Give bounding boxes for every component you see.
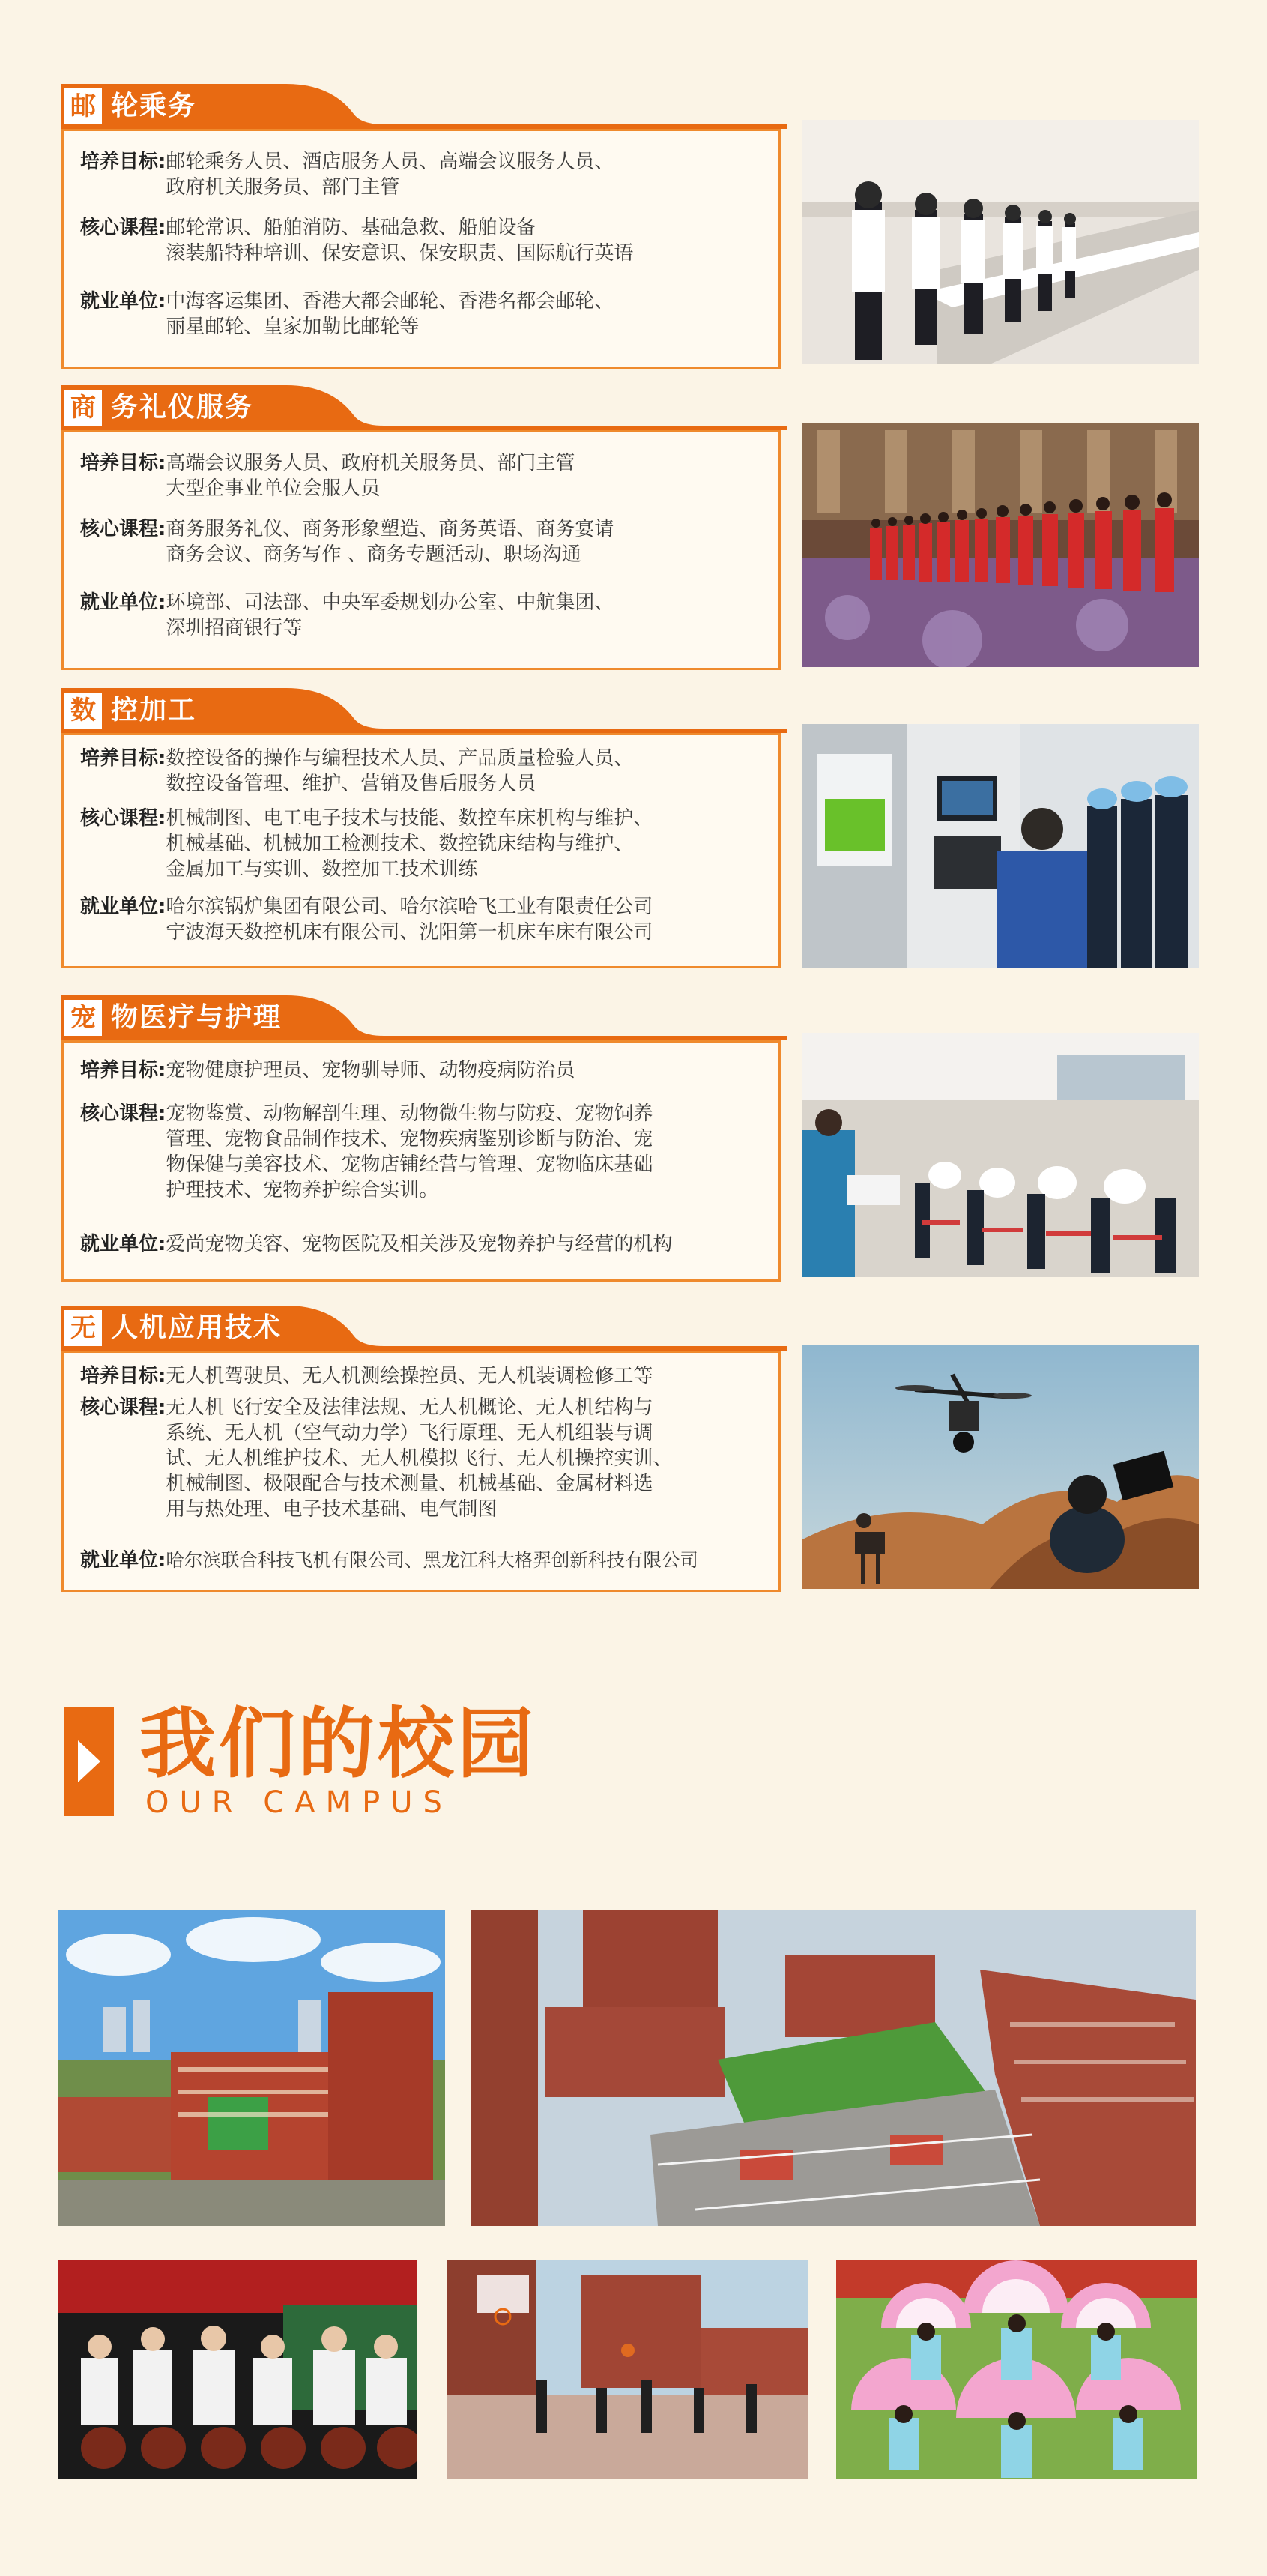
section-body (61, 430, 781, 670)
campus-photo-performance-drums (58, 2260, 417, 2479)
section-header (61, 1306, 787, 1351)
row-employers (80, 1231, 771, 1257)
row-goal (80, 1363, 771, 1389)
campus-title: 我们的校园 (139, 1700, 536, 1789)
row-value: 商务服务礼仪、商务形象塑造、商务英语、商务宴请 商务会议、商务写作 、商务专题活动、职场沟通 (166, 518, 614, 566)
section-mark: 邮 (64, 88, 102, 124)
section-mark: 数 (64, 693, 102, 729)
row-goal (80, 1058, 771, 1083)
program-cnc (61, 688, 787, 973)
row-label: 就业单位: (80, 1549, 166, 1572)
row-label: 核心课程: (80, 217, 166, 239)
row-goal (80, 746, 771, 797)
section-header (61, 995, 787, 1040)
row-value: 机械制图、电工电子技术与技能、数控车床机构与维护、 机械基础、机械加工检测技术、数控铣床结构与维护、 金属加工与实训、数控加工技术训练 (166, 807, 653, 881)
row-value: 邮轮乘务人员、酒店服务人员、高端会议服务人员、 政府机关服务员、部门主管 (166, 151, 614, 199)
section-title: 物医疗与护理 (111, 1002, 282, 1033)
section-body (61, 1040, 781, 1282)
row-label: 核心课程: (80, 1396, 166, 1419)
row-label: 就业单位: (80, 591, 166, 614)
row-goal (80, 149, 771, 200)
campus-photo-aerial-1 (58, 1910, 445, 2226)
photo-drone-flight (802, 1345, 1199, 1589)
photo-cnc-lab (802, 724, 1199, 968)
row-value: 无人机飞行安全及法律法规、无人机概论、无人机结构与 系统、无人机（空气动力学）飞行原理、无人机组装与调 试、无人机维护技术、无人机模拟飞行、无人机操控实训、 机械制图、极限配合与技术测量、机械基础、金属材料选 用与热处理、电子技术基础、电气制图 (166, 1396, 673, 1521)
row-courses (80, 516, 771, 567)
photo-etiquette-line (802, 423, 1199, 667)
campus-photo-fan-dance (836, 2260, 1197, 2479)
row-label: 就业单位: (80, 290, 166, 313)
row-label: 培养目标: (80, 151, 166, 173)
program-drone (61, 1306, 787, 1590)
row-courses (80, 215, 771, 266)
row-value: 数控设备的操作与编程技术人员、产品质量检验人员、 数控设备管理、维护、营销及售后服务人员 (166, 747, 634, 795)
section-body (61, 733, 781, 968)
campus-subtitle: OUR CAMPUS (145, 1785, 453, 1820)
section-header (61, 688, 787, 733)
section-mark: 商 (64, 390, 102, 426)
section-header (61, 84, 787, 129)
section-mark: 宠 (64, 1000, 102, 1036)
row-label: 就业单位: (80, 896, 166, 918)
program-pet-care (61, 995, 787, 1280)
section-mark: 无 (64, 1310, 102, 1346)
row-employers (80, 590, 771, 641)
row-label: 就业单位: (80, 1233, 166, 1255)
row-value: 哈尔滨联合科技飞机有限公司、黑龙江科大格羿创新科技有限公司 (166, 1549, 698, 1571)
row-value: 爱尚宠物美容、宠物医院及相关涉及宠物养护与经营的机构 (166, 1233, 673, 1255)
section-title: 轮乘务 (111, 91, 197, 121)
section-body (61, 1351, 781, 1592)
row-value: 环境部、司法部、中央军委规划办公室、中航集团、 深圳招商银行等 (166, 591, 614, 639)
row-label: 核心课程: (80, 807, 166, 830)
row-label: 核心课程: (80, 518, 166, 540)
row-value: 宠物鉴赏、动物解剖生理、动物微生物与防疫、宠物饲养 管理、宠物食品制作技术、宠物疾病鉴别诊断与防治、宠 物保健与美容技术、宠物店铺经营与管理、宠物临床基础 护理技术、宠物养护综合实训。 (166, 1103, 653, 1201)
row-value: 中海客运集团、香港大都会邮轮、香港名都会邮轮、 丽星邮轮、皇家加勒比邮轮等 (166, 290, 614, 338)
row-label: 培养目标: (80, 1059, 166, 1082)
row-employers (80, 289, 771, 340)
row-courses (80, 1395, 771, 1522)
program-business-etiquette (61, 385, 787, 670)
row-label: 核心课程: (80, 1103, 166, 1125)
section-title: 务礼仪服务 (111, 392, 254, 423)
row-employers (80, 894, 771, 945)
section-title: 控加工 (111, 695, 197, 726)
row-goal (80, 450, 771, 501)
section-body (61, 129, 781, 369)
row-label: 培养目标: (80, 747, 166, 770)
row-value: 高端会议服务人员、政府机关服务员、部门主管 大型企事业单位会服人员 (166, 452, 575, 500)
photo-cruise-training (802, 120, 1199, 364)
row-label: 培养目标: (80, 452, 166, 474)
campus-photo-basketball (447, 2260, 808, 2479)
row-employers (80, 1548, 771, 1573)
row-value: 无人机驾驶员、无人机测绘操控员、无人机装调检修工等 (166, 1365, 653, 1387)
row-value: 哈尔滨锅炉集团有限公司、哈尔滨哈飞工业有限责任公司 宁波海天数控机床有限公司、沈阳第一机床车床有限公司 (166, 896, 653, 944)
campus-title-marker (64, 1707, 114, 1816)
program-cruise (61, 84, 787, 369)
photo-pet-classroom (802, 1033, 1199, 1277)
row-courses (80, 1101, 771, 1203)
row-value: 宠物健康护理员、宠物驯导师、动物疫病防治员 (166, 1059, 575, 1082)
row-value: 邮轮常识、船舶消防、基础急救、船舶设备 滚装船特种培训、保安意识、保安职责、国际航行英语 (166, 217, 634, 265)
section-title: 人机应用技术 (111, 1312, 282, 1343)
section-header (61, 385, 787, 430)
row-label: 培养目标: (80, 1365, 166, 1387)
row-courses (80, 806, 771, 882)
campus-photo-aerial-2 (471, 1910, 1196, 2226)
